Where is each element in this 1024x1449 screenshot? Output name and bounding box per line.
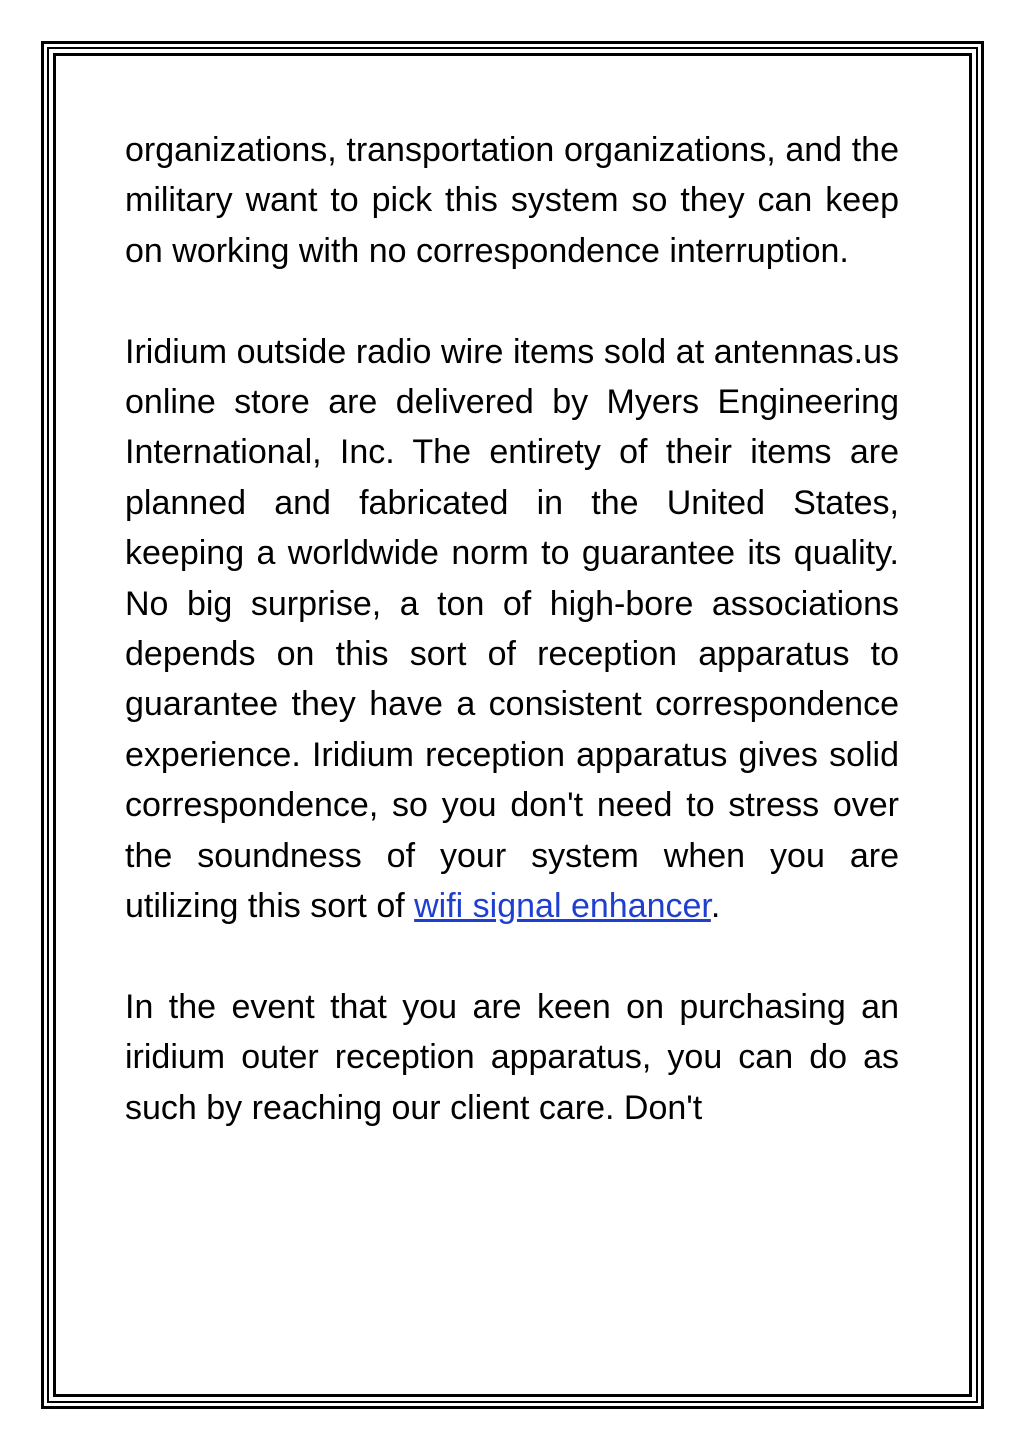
document-body [125,125,899,1183]
paragraph-2 [125,327,899,932]
wifi-signal-enhancer-link[interactable]: wifi signal enhancer [414,887,711,926]
paragraph-2-end: . [710,887,721,926]
paragraph-1: organizations, transportation organizations, and the military want to pick this system so they can keep on working with no correspondence interruption. [125,131,899,270]
paragraph-3: In the event that you are keen on purchasing an iridium outer reception apparatus, you can do as such by reaching our client care. Don't [125,987,899,1127]
paragraph-2-text: Iridium outside radio wire items sold at antennas.us online store are delivered by Myers Engineering International, Inc. The entirety of their items are planned and fabricated in the United States, keeping a worldwide norm to guarantee its quality. No big surprise, a ton of high-bore associations depends on this sort of reception apparatus to guarantee they have a consistent correspondence experience. Iridium reception apparatus gives solid correspondence, so you don't need to stress over the soundness of your system when you are utilizing this sort of [125,332,899,926]
